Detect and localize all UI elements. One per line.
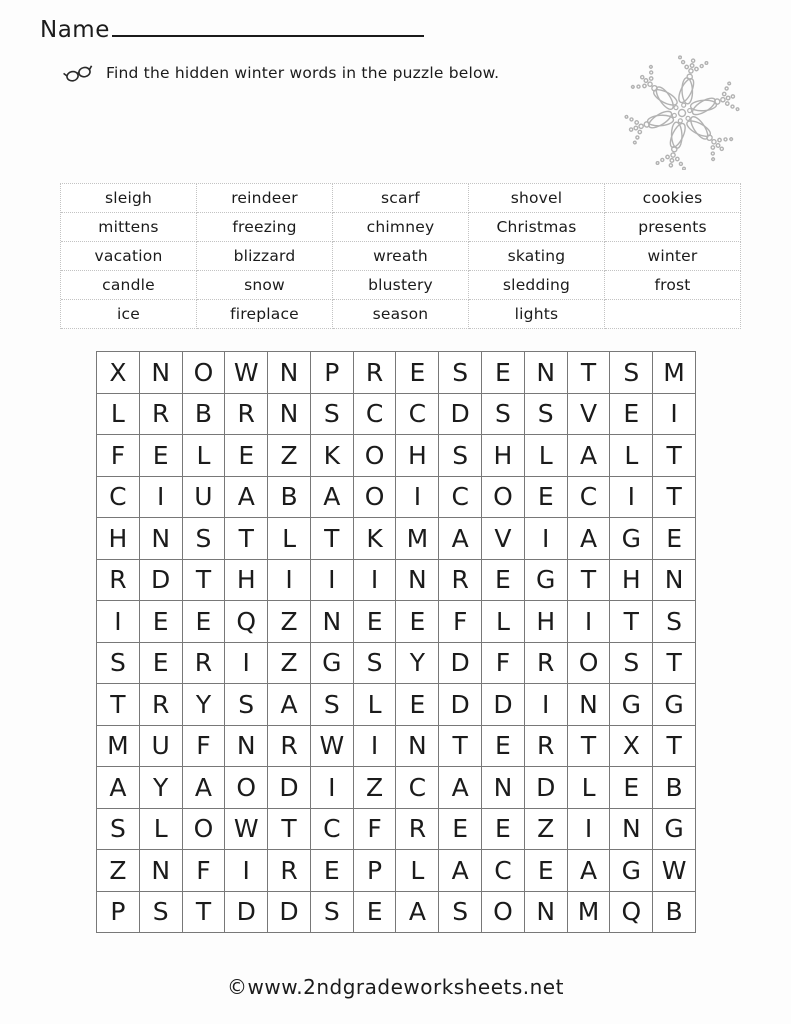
puzzle-cell: T [568,726,611,768]
puzzle-cell: G [610,518,653,560]
puzzle-cell: N [653,560,696,602]
puzzle-cell: A [183,767,226,809]
puzzle-cell: T [225,518,268,560]
puzzle-cell: K [311,435,354,477]
puzzle-cell: L [396,850,439,892]
puzzle-cell: S [610,643,653,685]
puzzle-cell: I [653,394,696,436]
puzzle-cell: H [97,518,140,560]
puzzle-cell: I [354,726,397,768]
puzzle-cell: T [653,726,696,768]
puzzle-cell: I [225,850,268,892]
name-row [40,14,424,43]
puzzle-cell: N [225,726,268,768]
puzzle-cell: R [354,352,397,394]
puzzle-cell: O [183,352,226,394]
word-bank-cell: frost [605,271,741,300]
puzzle-cell: D [268,767,311,809]
word-bank-cell: blizzard [197,242,333,271]
puzzle-cell: Z [354,767,397,809]
puzzle-cell: L [568,767,611,809]
puzzle-cell: L [268,518,311,560]
puzzle-cell: C [97,477,140,519]
puzzle-cell: D [482,684,525,726]
word-bank-cell: sledding [469,271,605,300]
word-bank-cell: freezing [197,213,333,242]
puzzle-cell: R [525,643,568,685]
puzzle-cell: I [568,601,611,643]
word-bank-cell: season [333,300,469,329]
puzzle-cell: L [482,601,525,643]
puzzle-cell: I [268,560,311,602]
puzzle-cell: S [653,601,696,643]
puzzle-cell: I [97,601,140,643]
puzzle-cell: Q [225,601,268,643]
puzzle-cell: I [311,560,354,602]
puzzle-cell: F [482,643,525,685]
word-bank-cell: fireplace [197,300,333,329]
puzzle-cell: T [183,560,226,602]
instruction-text: Find the hidden winter words in the puzzle below. [106,64,500,82]
puzzle-cell: N [396,726,439,768]
puzzle-cell: W [653,850,696,892]
word-bank-cell: blustery [333,271,469,300]
puzzle-cell: T [268,809,311,851]
puzzle-cell: N [140,518,183,560]
puzzle-cell: C [354,394,397,436]
puzzle-cell: Z [268,435,311,477]
puzzle-cell: N [140,850,183,892]
puzzle-cell: N [268,394,311,436]
puzzle-cell: L [183,435,226,477]
puzzle-cell: P [97,892,140,934]
word-bank-cell: scarf [333,184,469,213]
puzzle-cell: T [610,601,653,643]
puzzle-cell: C [439,477,482,519]
puzzle-cell: N [396,560,439,602]
puzzle-cell: H [525,601,568,643]
puzzle-cell: G [653,809,696,851]
puzzle-cell: I [568,809,611,851]
puzzle-cell: O [354,477,397,519]
puzzle-cell: S [610,352,653,394]
puzzle-cell: I [354,560,397,602]
puzzle-cell: M [568,892,611,934]
puzzle-cell: Z [97,850,140,892]
puzzle-cell: E [311,850,354,892]
puzzle-cell: S [97,643,140,685]
puzzle-cell: H [396,435,439,477]
puzzle-cell: I [140,477,183,519]
puzzle-cell: H [610,560,653,602]
puzzle-cell: D [268,892,311,934]
puzzle-cell: E [525,477,568,519]
puzzle-cell: F [183,850,226,892]
puzzle-cell: O [183,809,226,851]
puzzle-cell: B [653,892,696,934]
word-bank-cell: lights [469,300,605,329]
puzzle-cell: I [396,477,439,519]
puzzle-cell: Y [396,643,439,685]
puzzle-cell: B [653,767,696,809]
puzzle-cell: N [568,684,611,726]
footer-credit: ©www.2ndgradeworksheets.net [227,975,564,999]
puzzle-cell: E [354,892,397,934]
word-bank-cell: sleigh [61,184,197,213]
puzzle-cell: S [439,435,482,477]
puzzle-cell: A [396,892,439,934]
puzzle-cell: E [140,601,183,643]
puzzle-cell: X [610,726,653,768]
puzzle-cell: S [183,518,226,560]
word-bank-cell: skating [469,242,605,271]
puzzle-cell: T [653,643,696,685]
puzzle-cell: R [97,560,140,602]
puzzle-cell: C [482,850,525,892]
puzzle-cell: L [610,435,653,477]
puzzle-cell: E [610,394,653,436]
puzzle-cell: E [225,435,268,477]
puzzle-cell: E [396,352,439,394]
puzzle-cell: G [610,850,653,892]
puzzle-cell: G [610,684,653,726]
puzzle-cell: O [225,767,268,809]
puzzle-cell: O [354,435,397,477]
word-bank-cell: winter [605,242,741,271]
puzzle-cell: E [653,518,696,560]
instruction-row [62,62,499,84]
puzzle-cell: B [183,394,226,436]
puzzle-cell: T [311,518,354,560]
puzzle-cell: I [525,518,568,560]
puzzle-cell: E [610,767,653,809]
puzzle-cell: C [568,477,611,519]
word-bank-cell: presents [605,213,741,242]
puzzle-cell: V [482,518,525,560]
puzzle-cell: X [97,352,140,394]
puzzle-cell: A [439,850,482,892]
puzzle-cell: W [225,352,268,394]
glasses-icon [62,62,94,84]
puzzle-cell: Y [183,684,226,726]
puzzle-cell: A [568,850,611,892]
puzzle-cell: H [225,560,268,602]
puzzle-cell: O [482,892,525,934]
puzzle-cell: T [568,560,611,602]
puzzle-cell: S [225,684,268,726]
puzzle-cell: H [482,435,525,477]
puzzle-cell: S [311,394,354,436]
puzzle-cell: W [311,726,354,768]
puzzle-cell: U [140,726,183,768]
puzzle-cell: T [568,352,611,394]
puzzle-cell: R [268,726,311,768]
puzzle-cell: D [225,892,268,934]
word-bank-cell: shovel [469,184,605,213]
puzzle-cell: S [311,684,354,726]
puzzle-cell: N [140,352,183,394]
word-bank-cell: chimney [333,213,469,242]
puzzle-cell: Q [610,892,653,934]
snowflake-icon [612,55,752,170]
puzzle-cell: E [183,601,226,643]
puzzle-cell: N [268,352,311,394]
puzzle-cell: S [482,394,525,436]
puzzle-cell: D [525,767,568,809]
word-bank-cell: cookies [605,184,741,213]
puzzle-cell: N [610,809,653,851]
puzzle-cell: P [311,352,354,394]
word-bank-cell: ice [61,300,197,329]
puzzle-cell: D [439,684,482,726]
puzzle-cell: T [97,684,140,726]
puzzle-cell: C [396,394,439,436]
word-bank-cell [605,300,741,329]
puzzle-cell: N [525,352,568,394]
puzzle-cell: N [311,601,354,643]
puzzle-cell: A [439,767,482,809]
puzzle-cell: U [183,477,226,519]
puzzle-cell: S [439,892,482,934]
puzzle-cell: R [140,684,183,726]
puzzle-cell: L [525,435,568,477]
puzzle-cell: E [482,560,525,602]
puzzle-cell: E [482,352,525,394]
puzzle-cell: F [97,435,140,477]
puzzle-cell: Z [268,643,311,685]
word-bank-cell: mittens [61,213,197,242]
puzzle-cell: R [396,809,439,851]
puzzle-cell: E [354,601,397,643]
puzzle-cell: O [482,477,525,519]
puzzle-cell: A [568,518,611,560]
puzzle-cell: E [482,726,525,768]
puzzle-cell: R [525,726,568,768]
puzzle-cell: S [311,892,354,934]
puzzle-cell: A [311,477,354,519]
puzzle-cell: D [140,560,183,602]
puzzle-cell: T [439,726,482,768]
name-label: Name [40,17,110,43]
word-bank-cell: vacation [61,242,197,271]
puzzle-cell: S [97,809,140,851]
word-bank-cell: snow [197,271,333,300]
puzzle-cell: Z [268,601,311,643]
puzzle-cell: G [311,643,354,685]
puzzle-cell: M [396,518,439,560]
puzzle-cell: V [568,394,611,436]
puzzle-cell: O [568,643,611,685]
puzzle-cell: R [225,394,268,436]
puzzle-cell: C [311,809,354,851]
puzzle-cell: L [140,809,183,851]
puzzle-cell: G [653,684,696,726]
puzzle-cell: R [140,394,183,436]
puzzle-cell: A [268,684,311,726]
puzzle-cell: E [140,643,183,685]
puzzle-cell: A [225,477,268,519]
puzzle-cell: K [354,518,397,560]
puzzle-cell: A [439,518,482,560]
puzzle-cell: N [482,767,525,809]
puzzle-cell: N [525,892,568,934]
puzzle-cell: F [439,601,482,643]
puzzle-cell: E [140,435,183,477]
puzzle-cell: F [354,809,397,851]
puzzle-cell: R [268,850,311,892]
word-bank-cell: candle [61,271,197,300]
puzzle-cell: S [140,892,183,934]
puzzle-cell: Z [525,809,568,851]
word-bank-cell: Christmas [469,213,605,242]
puzzle-cell: R [183,643,226,685]
puzzle-cell: T [653,435,696,477]
puzzle-cell: D [439,394,482,436]
puzzle-cell: T [183,892,226,934]
puzzle-cell: E [525,850,568,892]
puzzle-cell: G [525,560,568,602]
puzzle-cell: E [482,809,525,851]
puzzle-cell: I [311,767,354,809]
puzzle-cell: A [568,435,611,477]
puzzle-cell: M [97,726,140,768]
puzzle-cell: F [183,726,226,768]
puzzle-cell: I [610,477,653,519]
puzzle-cell: D [439,643,482,685]
puzzle-cell: I [525,684,568,726]
puzzle-cell: Y [140,767,183,809]
puzzle-cell: I [225,643,268,685]
puzzle-cell: B [268,477,311,519]
puzzle-cell: E [439,809,482,851]
puzzle-cell: A [97,767,140,809]
puzzle-cell: R [439,560,482,602]
puzzle-cell: C [396,767,439,809]
puzzle-cell: E [396,684,439,726]
word-bank-cell: wreath [333,242,469,271]
name-fill-line [112,14,424,37]
puzzle-cell: W [225,809,268,851]
puzzle-grid [96,351,696,933]
word-bank-table [60,183,741,329]
puzzle-cell: S [354,643,397,685]
puzzle-cell: S [439,352,482,394]
puzzle-cell: P [354,850,397,892]
puzzle-cell: T [653,477,696,519]
puzzle-cell: S [525,394,568,436]
puzzle-cell: L [97,394,140,436]
puzzle-cell: L [354,684,397,726]
puzzle-cell: E [396,601,439,643]
puzzle-cell: M [653,352,696,394]
word-bank-cell: reindeer [197,184,333,213]
